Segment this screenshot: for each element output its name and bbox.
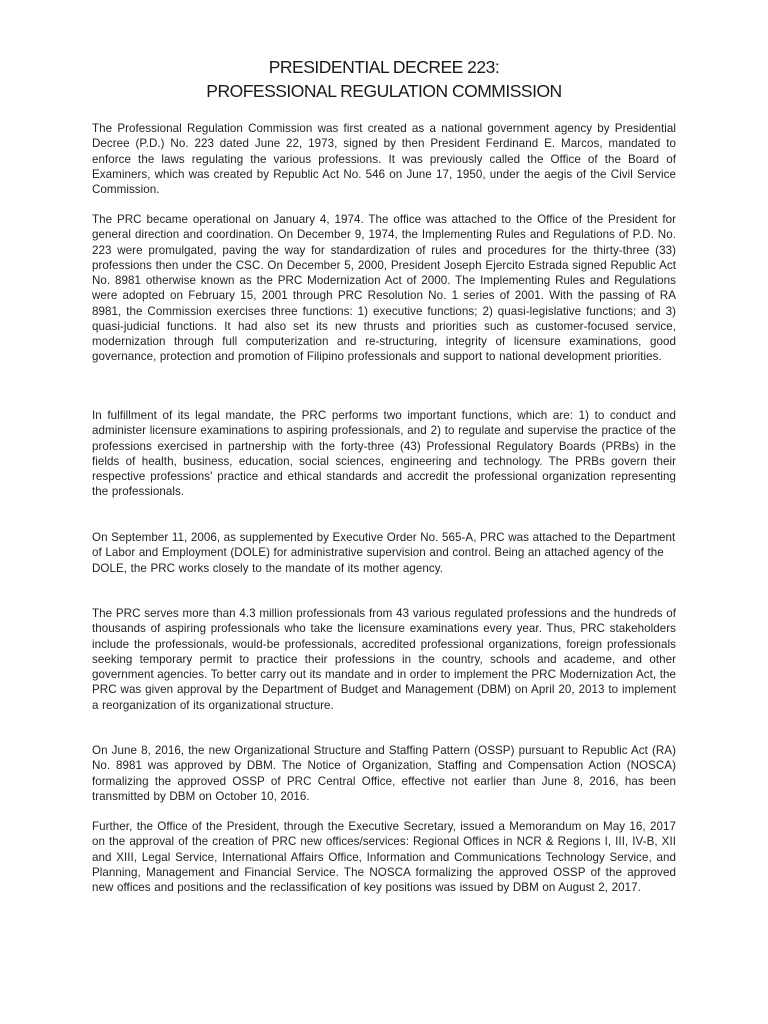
paragraph-operations: The PRC became operational on January 4, 1974. The office was attached to the Office of the President for general direction and coordination. On December 9, 1974, the Implementing Rules and Regulations of P.D. No. 223 were promulgated, paving the way for standardization of rules and procedures for the thirty-three (33) professions then under the CSC. On December 5, 2000, President Joseph Ejercito Estrada signed Republic Act No. 8981 otherwise known as the PRC Modernization Act of 2000. The Implementing Rules and Regulations were adopted on February 15, 2001 through PRC Resolution No. 1 series of 2001. With the passing of RA 8981, the Commission exercises three functions: 1) executive functions; 2) quasi-legislative functions; and 3) quasi-judicial functions. It had also set its new thrusts and priorities such as customer-focused service, modernization through full computerization and re-structuring, integrity of licensure examinations, good governance, protection and promotion of Filipino professionals and support to national development priorities. <box>92 213 676 364</box>
paragraph-mandate: In fulfillment of its legal mandate, the PRC performs two important functions, which are: 1) to conduct and administer licensure examinations to aspiring professionals, and 2) to regulate and supervise the practice of the professions exercised in partnership with the forty-three (43) Professional Regulatory Boards (PRBs) in the fields of health, business, education, social sciences, engineering and technology. The PRBs govern their respective professions' practice and ethical standards and accredit the professional organization representing the professionals. <box>92 409 676 499</box>
paragraph-origin: The Professional Regulation Commission was first created as a national government agency by Presidential Decree (P.D.) No. 223 dated June 22, 1973, signed by then President Ferdinand E. Marcos, mandated to enforce the laws regulating the various professions. It was previously called the Office of the Board of Examiners, which was created by Republic Act No. 546 on June 17, 1950, under the aegis of the Civil Service Commission. <box>92 122 676 196</box>
page-title-line-1: PRESIDENTIAL DECREE 223: <box>268 57 500 77</box>
paragraph-ossp: On June 8, 2016, the new Organizational Structure and Staffing Pattern (OSSP) pursuant to Republic Act (RA) No. 8981 was approved by DBM. The Notice of Organization, Staffing and Compensation Action (NOSCA) formalizing the approved OSSP of PRC Central Office, effective not earlier than June 8, 2016, has been transmitted by DBM on October 10, 2016. <box>92 744 676 803</box>
page-title-line-2: PROFESSIONAL REGULATION COMMISSION <box>206 81 562 101</box>
paragraph-new-offices: Further, the Office of the President, through the Executive Secretary, issued a Memorandum on May 16, 2017 on the approval of the creation of PRC new offices/services: Regional Offices in NCR & Regions I, III, IV-B, XII and XIII, Legal Service, International Affairs Office, Information and Communications Technology Service, and Planning, Management and Financial Service. The NOSCA formalizing the approved OSSP of the approved new offices and positions and the reclassification of key positions was issued by DBM on August 2, 2017. <box>92 820 676 894</box>
paragraph-stakeholders: The PRC serves more than 4.3 million professionals from 43 various regulated professions and the hundreds of thousands of aspiring professionals who take the licensure examinations every year. Thus, PRC stakeholders include the professionals, would-be professionals, accredited professional organizations, foreign professionals seeking temporary permit to practice their professions in the country, schools and academe, and other government agencies. To better carry out its mandate and in order to implement the PRC Modernization Act, the PRC was given approval by the Department of Budget and Management (DBM) on April 20, 2013 to implement a reorganization of its organizational structure. <box>92 607 676 712</box>
paragraph-dole-attachment: On September 11, 2006, as supplemented by Executive Order No. 565-A, PRC was attached to the Department of Labor and Employment (DOLE) for administrative supervision and control. Being an attached agency of the DOLE, the PRC works closely to the mandate of its mother agency. <box>92 531 676 575</box>
